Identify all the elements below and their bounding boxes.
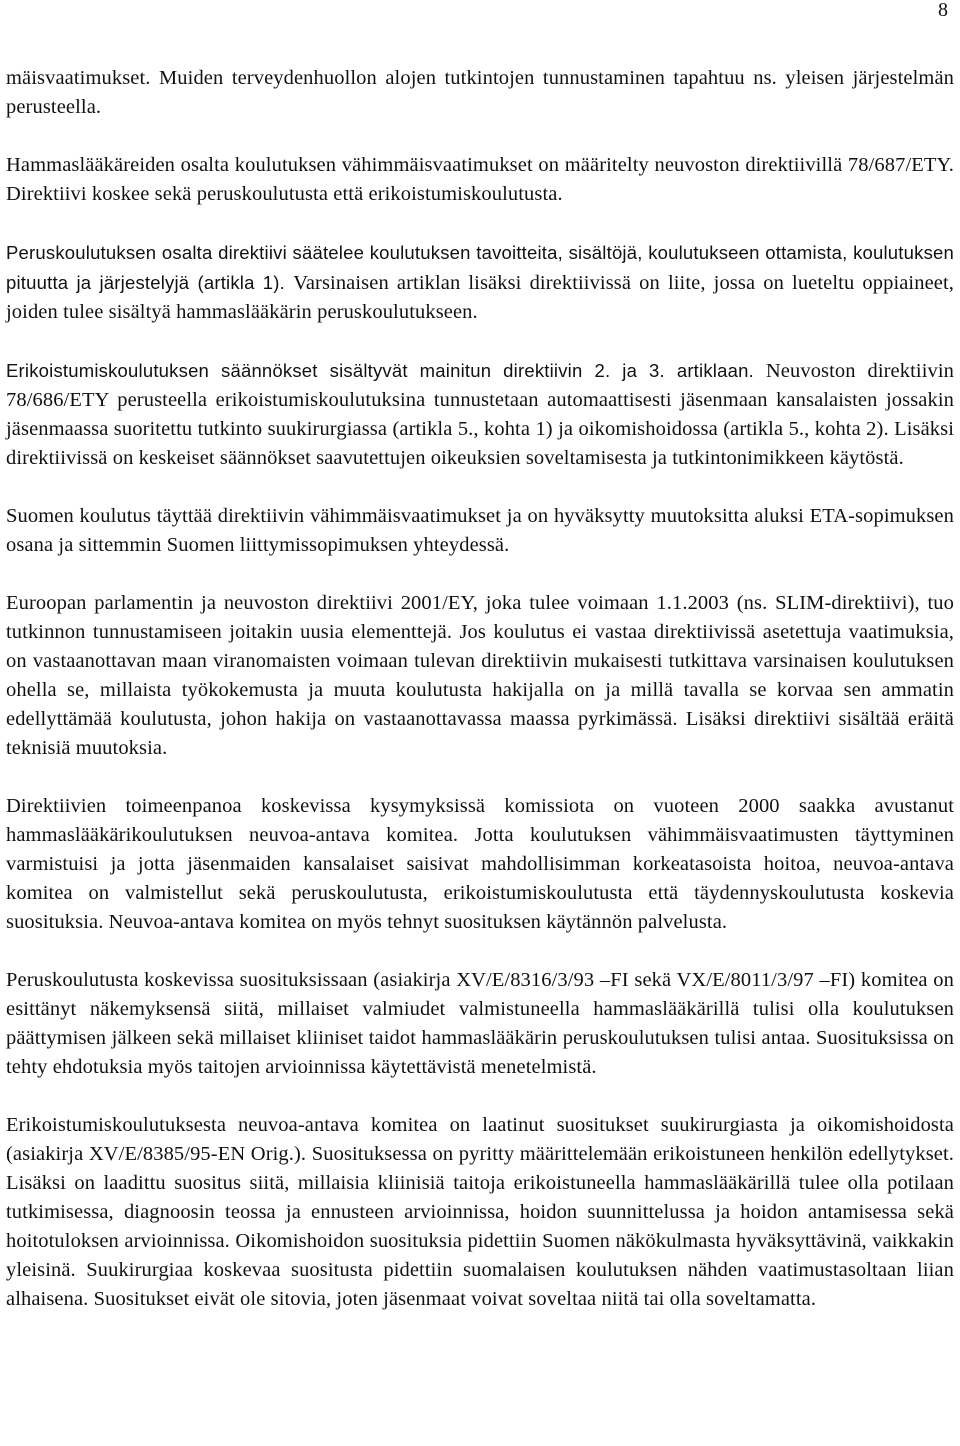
paragraph-7 bbox=[6, 792, 954, 937]
page-number: 8 bbox=[938, 0, 948, 21]
paragraph-4 bbox=[6, 356, 954, 473]
paragraph-5 bbox=[6, 502, 954, 560]
paragraph-3 bbox=[6, 238, 954, 327]
paragraph-6-text: Euroopan parlamentin ja neuvoston direktiivi 2001/EY, joka tulee voimaan 1.1.2003 (ns. SLIM-direktiivi), tuo tutkinnon tunnustamiseen joitakin uusia elementtejä. Jos koulutus ei vastaa direktiivissä asetettuja vaatimuksia, on vastaanottavan maan viranomaisten voimaan tulevan direktiivin mukaisesti tutkittava varsinaisen koulutuksen ohella se, millaista työkokemusta ja muuta koulutusta hakijalla on ja millä tavalla se korvaa sen ammatin edellyttämää koulutusta, johon hakija on vastaanottavassa maassa pyrkimässä. Lisäksi direktiivi sisältää eräitä teknisiä muutoksia. bbox=[6, 592, 954, 759]
paragraph-9 bbox=[6, 1111, 954, 1314]
document-body bbox=[6, 64, 954, 1343]
paragraph-4-text-c: Lisäksi direktiivissä on keskeiset säännökset saavutettujen oikeuksien soveltamisesta ja tutkintonimikkeen käytöstä. bbox=[6, 418, 954, 469]
paragraph-2-text: Hammaslääkäreiden osalta koulutuksen vähimmäisvaatimukset on määritelty neuvoston direktiivillä 78/687/ETY. Direktiivi koskee sekä peruskoulutusta että erikoistumiskoulutusta. bbox=[6, 154, 954, 205]
paragraph-9-text: Erikoistumiskoulutuksesta neuvoa-antava komitea on laatinut suositukset suukirurgiasta ja oikomishoidosta (asiakirja XV/E/8385/95-EN Orig.). Suosituksessa on pyritty määrittelemään erikoistuneen henkilön edellytykset. Lisäksi on laadittu suositus siitä, millaisia kliinisiä taitoja erikoistuneella hammaslääkärillä tulee olla potilaan tutkimisessa, diagnoosin teossa ja ennusteen arvioinnissa, hoidon suunnittelussa ja hoidon antamisessa sekä hoitotuloksen arvioinnissa. Oikomishoidon suosituksia pidettiin Suomen näkökulmasta hyväksyttävinä, vaikkakin yleisinä. Suukirurgiaa koskevaa suositusta pidettiin suomalaisen koulutuksen nähden vaatimustasoltaan liian alhaisena. Suositukset eivät ole sitovia, joten jäsenmaat voivat soveltaa niitä tai olla soveltamatta. bbox=[6, 1114, 954, 1310]
paragraph-3-text-a: Peruskoulutuksen osalta direktiivi säätelee koulutuksen tavoitteita, sisältöjä, koulutukseen ottamista, koulutuksen pituutta ja järjestelyjä (artikla 1). bbox=[6, 242, 954, 293]
paragraph-6 bbox=[6, 589, 954, 763]
paragraph-8-text: Peruskoulutusta koskevissa suosituksissaan (asiakirja XV/E/8316/3/93 –FI sekä VX/E/8011/3/97 –FI) komitea on esittänyt näkemyksensä siitä, millaiset valmiudet valmistuneella hammaslääkärillä tulisi olla koulutuksen päättymisen jälkeen sekä millaiset kliiniset taidot hammaslääkärin peruskoulutuksen tulisi antaa. Suosituksissa on tehty ehdotuksia myös taitojen arvioinnissa käytettävistä menetelmistä. bbox=[6, 969, 954, 1078]
paragraph-2 bbox=[6, 151, 954, 209]
paragraph-1 bbox=[6, 64, 954, 122]
paragraph-8 bbox=[6, 966, 954, 1082]
paragraph-7-text: Direktiivien toimeenpanoa koskevissa kysymyksissä komissiota on vuoteen 2000 saakka avustanut hammaslääkärikoulutuksen neuvoa-antava komitea. Jotta koulutuksen vähimmäisvaatimusten täyttyminen varmistuisi ja jotta jäsenmaiden kansalaiset saisivat mahdollisimman korkeatasoista hoitoa, neuvoa-antava komitea on valmistellut sekä peruskoulutusta, erikoistumiskoulutusta että täydennyskoulutusta koskevia suosituksia. Neuvoa-antava komitea on myös tehnyt suosituksen käytännön palvelusta. bbox=[6, 795, 954, 933]
paragraph-5-text: Suomen koulutus täyttää direktiivin vähimmäisvaatimukset ja on hyväksytty muutoksitta aluksi ETA-sopimuksen osana ja sittemmin Suomen liittymissopimuksen yhteydessä. bbox=[6, 505, 954, 556]
paragraph-1-text: mäisvaatimukset. Muiden terveydenhuollon alojen tutkintojen tunnustaminen tapahtuu ns. yleisen järjestelmän perusteella. bbox=[6, 67, 954, 118]
paragraph-4-text-b: Neuvoston direktiivin 78/686/ETY perusteella erikoistumiskoulutuksina tunnustetaan automaattisesti jäsenmaan kansalaisten jossakin jäsenmaassa suoritettu tutkinto suukirurgiassa (artikla 5., kohta 1) ja oikomishoidossa (artikla 5., kohta 2). bbox=[6, 360, 954, 440]
paragraph-3-text-b: Varsinaisen artiklan lisäksi direktiivissä on liite, jossa on lueteltu oppiaineet, joiden tulee sisältyä hammaslääkärin peruskoulutukseen. bbox=[6, 272, 954, 323]
paragraph-4-text-a: Erikoistumiskoulutuksen säännökset sisältyvät mainitun direktiivin 2. ja 3. artiklaan. bbox=[6, 360, 766, 381]
